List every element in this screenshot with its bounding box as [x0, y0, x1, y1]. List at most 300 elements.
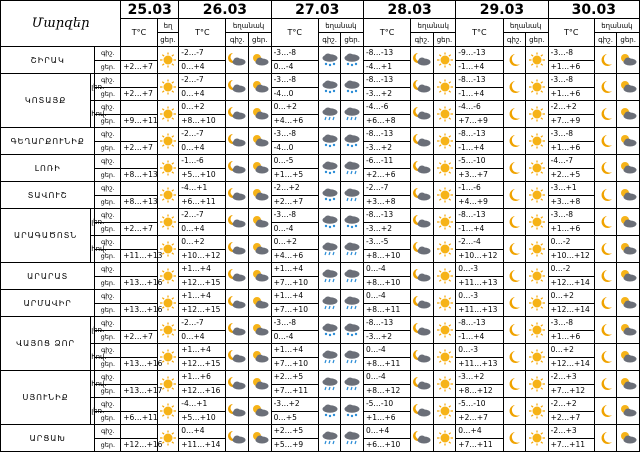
sun-cloud-icon: [249, 182, 272, 209]
temperature-cell: -6…-11: [363, 155, 410, 169]
time-of-day-label: գիշ.: [95, 182, 121, 196]
table-row: [1, 74, 640, 88]
temperature-cell: 0…+4: [179, 425, 226, 439]
temperature-cell: +8…+10: [179, 114, 226, 128]
temperature-cell: [121, 182, 158, 196]
moon-cloud-icon: [226, 236, 249, 263]
temperature-cell: -8…-13: [363, 47, 410, 61]
temperature-cell: -2…-7: [179, 209, 226, 223]
temperature-cell: -2…+2: [271, 182, 318, 196]
temp-header: T°C: [363, 19, 410, 47]
moon-icon: [503, 317, 526, 344]
day-header: ցեր.: [433, 33, 456, 47]
temperature-cell: -2…-4: [456, 236, 503, 250]
moon-icon: [594, 371, 617, 398]
temperature-cell: 0…+2: [271, 236, 318, 250]
temperature-cell: +2…+7: [121, 141, 158, 155]
night-header: գիշ.: [318, 33, 341, 47]
temperature-cell: -1…-6: [179, 155, 226, 169]
time-of-day-label: ցեր.: [95, 141, 121, 155]
sun-cloud-icon: [617, 209, 640, 236]
sun-cloud-icon: [249, 101, 272, 128]
temperature-cell: -2…+3: [548, 371, 594, 385]
sun-icon: [526, 398, 549, 425]
moon-icon: [594, 47, 617, 74]
sun-cloud-icon: [249, 290, 272, 317]
temperature-cell: [121, 209, 158, 223]
temperature-cell: -8…-13: [456, 209, 503, 223]
time-of-day-label: ցեր.: [95, 411, 121, 425]
sun-icon: [433, 263, 456, 290]
moon-icon: [594, 398, 617, 425]
date-header: 26.03: [179, 1, 271, 19]
sun-cloud-icon: [617, 74, 640, 101]
temperature-cell: [121, 236, 158, 250]
date-header: 25.03: [121, 1, 179, 19]
table-row: [1, 155, 640, 169]
table-row: [1, 425, 640, 439]
table-row: [1, 371, 640, 385]
temperature-cell: +1…+4: [271, 263, 318, 277]
weather-header: եղանակ: [411, 19, 456, 33]
time-of-day-label: գիշ.: [95, 371, 121, 385]
temperature-cell: +12…+15: [179, 303, 226, 317]
cloud-rain-icon: [341, 371, 364, 398]
temperature-cell: 0…-3: [456, 290, 503, 304]
date-header: 29.03: [456, 1, 548, 19]
region-name: ՏԱՎՈՒՇ: [1, 182, 95, 209]
day-header: ցեր.: [526, 33, 549, 47]
temperature-cell: 0…-4: [271, 330, 318, 344]
day-header: ցեր.: [157, 33, 178, 47]
sun-icon: [526, 263, 549, 290]
cloud-snow-icon: [318, 317, 341, 344]
temperature-cell: +8…+10: [363, 249, 410, 263]
cloud-snow-icon: [318, 398, 341, 425]
region-name: ԱՐԱՐԱՏ: [1, 263, 95, 290]
temperature-cell: +3…+8: [363, 195, 410, 209]
moon-cloud-icon: [226, 209, 249, 236]
cloud-snow-icon: [341, 47, 364, 74]
moon-cloud-icon: [411, 74, 434, 101]
temperature-cell: 0…-4: [363, 371, 410, 385]
moon-icon: [594, 74, 617, 101]
day-header: ցեր.: [617, 33, 640, 47]
temperature-cell: +1…+4: [179, 263, 226, 277]
region-subzone: հով.: [91, 101, 95, 128]
moon-icon: [503, 209, 526, 236]
temperature-cell: [121, 344, 158, 358]
temperature-cell: -3…-8: [548, 128, 594, 142]
temperature-cell: -5…-10: [456, 398, 503, 412]
temperature-cell: -3…-8: [271, 128, 318, 142]
sun-icon: [433, 398, 456, 425]
temperature-cell: -3…-8: [271, 47, 318, 61]
temperature-cell: +12…+15: [179, 357, 226, 371]
moon-cloud-icon: [226, 317, 249, 344]
sun-icon: [433, 317, 456, 344]
moon-icon: [503, 128, 526, 155]
temperature-cell: +7…+10: [271, 357, 318, 371]
temperature-cell: -1…+4: [456, 60, 503, 74]
temperature-cell: -3…-8: [548, 209, 594, 223]
temperature-cell: +10…+12: [548, 249, 594, 263]
date-header: 27.03: [271, 1, 363, 19]
temperature-cell: -3…+2: [271, 398, 318, 412]
table-row: [1, 236, 640, 250]
time-of-day-label: ցեր.: [95, 330, 121, 344]
moon-cloud-icon: [411, 290, 434, 317]
temperature-cell: -2…+2: [548, 398, 594, 412]
sun-icon: [433, 209, 456, 236]
cloud-snow-icon: [318, 74, 341, 101]
temperature-cell: +13…+16: [121, 303, 158, 317]
region-subzone: հով.: [91, 236, 95, 263]
night-header: գիշ.: [503, 33, 526, 47]
sun-icon: [157, 209, 178, 236]
temperature-cell: [121, 425, 158, 439]
temperature-cell: +7…+11: [548, 438, 594, 452]
moon-cloud-icon: [226, 47, 249, 74]
temp-header: T°C: [271, 19, 318, 47]
temperature-cell: -1…-6: [456, 182, 503, 196]
cloud-rain-icon: [341, 155, 364, 182]
sun-icon: [157, 128, 178, 155]
temperature-cell: -2…-7: [363, 182, 410, 196]
temperature-cell: -3…+2: [363, 141, 410, 155]
sun-cloud-icon: [617, 182, 640, 209]
sun-icon: [433, 128, 456, 155]
sun-icon: [526, 236, 549, 263]
temperature-cell: +10…+12: [179, 249, 226, 263]
cloud-rain-icon: [318, 236, 341, 263]
temperature-cell: [121, 263, 158, 277]
moon-icon: [503, 182, 526, 209]
temperature-cell: -3…+2: [363, 330, 410, 344]
temperature-cell: 0…+4: [179, 87, 226, 101]
region-name: ՇԻՐԱԿ: [1, 47, 95, 74]
moon-cloud-icon: [411, 398, 434, 425]
temperature-cell: +2…+7: [271, 195, 318, 209]
temperature-cell: -2…+2: [548, 101, 594, 115]
sun-icon: [433, 74, 456, 101]
cloud-snow-icon: [318, 47, 341, 74]
time-of-day-label: ցեր.: [95, 114, 121, 128]
temperature-cell: +8…+13: [121, 168, 158, 182]
region-subzone: հով.: [91, 344, 95, 371]
sun-icon: [433, 182, 456, 209]
temperature-cell: 0…+4: [179, 222, 226, 236]
moon-cloud-icon: [226, 155, 249, 182]
sun-cloud-icon: [617, 290, 640, 317]
temperature-cell: 0…+2: [548, 344, 594, 358]
temperature-cell: +7…+10: [271, 276, 318, 290]
moon-cloud-icon: [226, 344, 249, 371]
temperature-cell: +3…+7: [456, 168, 503, 182]
sun-icon: [433, 290, 456, 317]
sun-icon: [526, 317, 549, 344]
temperature-cell: +1…+5: [271, 168, 318, 182]
temperature-cell: +11…+13: [456, 357, 503, 371]
temperature-cell: -4…-7: [548, 155, 594, 169]
sun-icon: [526, 101, 549, 128]
temperature-cell: +4…+6: [271, 249, 318, 263]
temperature-cell: -9…-13: [456, 47, 503, 61]
time-of-day-label: ցեր.: [95, 222, 121, 236]
sun-cloud-icon: [617, 344, 640, 371]
temperature-cell: -1…+4: [456, 141, 503, 155]
temperature-cell: 0…-4: [363, 263, 410, 277]
cloud-snow-icon: [341, 74, 364, 101]
temperature-cell: -2…-7: [179, 47, 226, 61]
night-header: գիշ.: [411, 33, 434, 47]
moon-cloud-icon: [411, 128, 434, 155]
temperature-cell: [121, 317, 158, 331]
region-subzone: լեռ.: [91, 209, 95, 236]
temperature-cell: +12…+14: [548, 303, 594, 317]
temperature-cell: +11…+13: [456, 303, 503, 317]
moon-cloud-icon: [226, 128, 249, 155]
table-row: [1, 101, 640, 115]
weather-header: եղանակ: [318, 19, 363, 33]
cloud-rain-icon: [318, 290, 341, 317]
moon-icon: [594, 344, 617, 371]
cloud-snow-icon: [341, 398, 364, 425]
sun-icon: [433, 425, 456, 452]
temperature-cell: 0…-2: [548, 263, 594, 277]
temperature-cell: -8…-13: [363, 209, 410, 223]
time-of-day-label: ցեր.: [95, 60, 121, 74]
temperature-cell: +13…+16: [121, 276, 158, 290]
temperature-cell: -3…-8: [271, 209, 318, 223]
sun-cloud-icon: [249, 398, 272, 425]
region-name: ՎԱՅՈՑ ՁՈՐ: [1, 317, 91, 371]
date-header: 28.03: [363, 1, 455, 19]
temp-header: T°C: [548, 19, 594, 47]
sun-icon: [526, 371, 549, 398]
moon-icon: [503, 344, 526, 371]
time-of-day-label: գիշ.: [95, 236, 121, 250]
temperature-cell: +2…+7: [121, 87, 158, 101]
temperature-cell: +8…+10: [363, 276, 410, 290]
temperature-cell: 0…-4: [271, 60, 318, 74]
moon-cloud-icon: [226, 101, 249, 128]
temperature-cell: +2…+7: [121, 222, 158, 236]
temperature-cell: -4…0: [271, 141, 318, 155]
temperature-cell: +3…+8: [548, 195, 594, 209]
temperature-cell: +12…+14: [548, 276, 594, 290]
region-subzone: հով.: [91, 371, 95, 398]
region-name: ԱՐՄԱՎԻՐ: [1, 290, 95, 317]
temperature-cell: -3…-8: [271, 74, 318, 88]
moon-icon: [594, 101, 617, 128]
temperature-cell: -1…+4: [456, 222, 503, 236]
table-row: [1, 398, 640, 412]
sun-icon: [433, 236, 456, 263]
temperature-cell: 0…+4: [456, 425, 503, 439]
time-of-day-label: ցեր.: [95, 249, 121, 263]
region-name: ԳԵՂԱՐՔՈՒՆԻՔ: [1, 128, 95, 155]
time-of-day-label: ցեր.: [95, 303, 121, 317]
moon-cloud-icon: [411, 155, 434, 182]
moon-icon: [594, 263, 617, 290]
table-row: [1, 209, 640, 223]
moon-icon: [503, 236, 526, 263]
temperature-cell: +5…+9: [271, 438, 318, 452]
temperature-cell: +8…+13: [121, 195, 158, 209]
sun-cloud-icon: [617, 101, 640, 128]
temperature-cell: -2…-7: [179, 317, 226, 331]
cloud-rain-icon: [341, 425, 364, 452]
moon-cloud-icon: [226, 263, 249, 290]
temperature-cell: +2…+5: [548, 168, 594, 182]
moon-cloud-icon: [226, 290, 249, 317]
region-name: ԱՐԱԳԱԾՈՏՆ: [1, 209, 91, 263]
temperature-cell: -4…-6: [456, 101, 503, 115]
moon-cloud-icon: [411, 209, 434, 236]
temperature-cell: 0…+2: [179, 236, 226, 250]
time-of-day-label: ցեր.: [95, 195, 121, 209]
sun-cloud-icon: [617, 47, 640, 74]
day-header: ցեր.: [249, 33, 272, 47]
time-of-day-label: ցեր.: [95, 357, 121, 371]
table-row: [1, 47, 640, 61]
time-of-day-label: գիշ.: [95, 263, 121, 277]
time-of-day-label: գիշ.: [95, 101, 121, 115]
cloud-rain-icon: [318, 425, 341, 452]
temperature-cell: +6…+8: [363, 114, 410, 128]
sun-cloud-icon: [617, 398, 640, 425]
temperature-cell: [121, 398, 158, 412]
cloud-rain-icon: [341, 290, 364, 317]
temperature-cell: +1…+6: [548, 330, 594, 344]
moon-icon: [503, 155, 526, 182]
temperature-cell: +9…+11: [121, 114, 158, 128]
temperature-cell: -2…-7: [179, 74, 226, 88]
moon-cloud-icon: [226, 425, 249, 452]
temperature-cell: +2…+5: [271, 371, 318, 385]
temperature-cell: -3…-8: [548, 74, 594, 88]
sun-cloud-icon: [249, 344, 272, 371]
temperature-cell: 0…-2: [548, 236, 594, 250]
cloud-rain-icon: [318, 371, 341, 398]
region-name: ՍՅՈՒՆԻՔ: [1, 371, 91, 425]
temperature-cell: -8…-13: [456, 128, 503, 142]
moon-cloud-icon: [411, 317, 434, 344]
cloud-snow-icon: [318, 209, 341, 236]
temperature-cell: -1…+4: [456, 330, 503, 344]
temperature-cell: +2…+5: [271, 425, 318, 439]
temperature-cell: +1…+4: [271, 344, 318, 358]
sun-cloud-icon: [249, 155, 272, 182]
temperature-cell: -3…-8: [548, 317, 594, 331]
temperature-cell: +1…+6: [548, 141, 594, 155]
temperature-cell: [121, 371, 158, 385]
region-subzone: լեռ.: [91, 317, 95, 344]
temperature-cell: -5…-10: [456, 155, 503, 169]
sun-icon: [433, 101, 456, 128]
weather-header: եղանակ: [503, 19, 548, 33]
sun-cloud-icon: [249, 263, 272, 290]
sun-cloud-icon: [249, 74, 272, 101]
temperature-cell: -5…-10: [363, 398, 410, 412]
temperature-cell: 0…+4: [179, 141, 226, 155]
temperature-cell: +1…+6: [363, 411, 410, 425]
time-of-day-label: գիշ.: [95, 128, 121, 142]
temperature-cell: +2…+7: [456, 411, 503, 425]
temperature-cell: +6…+11: [121, 411, 158, 425]
temperature-cell: -8…-13: [363, 317, 410, 331]
temperature-cell: 0…-5: [271, 155, 318, 169]
temperature-cell: +11…+13: [121, 249, 158, 263]
table-row: [1, 344, 640, 358]
sun-icon: [526, 290, 549, 317]
sun-icon: [526, 209, 549, 236]
sun-icon: [526, 128, 549, 155]
table-row: [1, 263, 640, 277]
sun-cloud-icon: [617, 263, 640, 290]
temperature-cell: -3…+2: [363, 222, 410, 236]
moon-cloud-icon: [226, 398, 249, 425]
moon-icon: [594, 317, 617, 344]
temp-header: T°C: [179, 19, 226, 47]
moon-cloud-icon: [411, 101, 434, 128]
sun-icon: [526, 425, 549, 452]
temperature-cell: +7…+9: [456, 114, 503, 128]
sun-cloud-icon: [617, 155, 640, 182]
cloud-snow-icon: [318, 182, 341, 209]
temperature-cell: +1…+6: [548, 60, 594, 74]
moon-cloud-icon: [411, 182, 434, 209]
moon-icon: [503, 47, 526, 74]
temperature-cell: +5…+10: [179, 168, 226, 182]
sun-icon: [433, 155, 456, 182]
sun-icon: [526, 344, 549, 371]
cloud-snow-icon: [318, 155, 341, 182]
cloud-rain-icon: [341, 182, 364, 209]
moon-icon: [503, 74, 526, 101]
moon-icon: [503, 101, 526, 128]
temperature-cell: -2…+3: [548, 425, 594, 439]
time-of-day-label: ցեր.: [95, 384, 121, 398]
sun-cloud-icon: [249, 236, 272, 263]
temperature-cell: +1…+4: [271, 290, 318, 304]
cloud-rain-icon: [341, 101, 364, 128]
temperature-cell: +8…+11: [363, 357, 410, 371]
temperature-cell: +1…+6: [548, 87, 594, 101]
sun-icon: [433, 47, 456, 74]
temperature-cell: +11…+14: [179, 438, 226, 452]
temperature-cell: +7…+9: [548, 114, 594, 128]
temperature-cell: [121, 101, 158, 115]
moon-icon: [594, 128, 617, 155]
temperature-cell: +7…+10: [271, 303, 318, 317]
date-header: 30.03: [548, 1, 639, 19]
temperature-cell: -3…+2: [363, 87, 410, 101]
time-of-day-label: ցեր.: [95, 276, 121, 290]
temperature-cell: +1…+6: [179, 371, 226, 385]
sun-cloud-icon: [249, 128, 272, 155]
moon-icon: [594, 209, 617, 236]
temperature-cell: 0…+2: [271, 101, 318, 115]
moon-cloud-icon: [226, 182, 249, 209]
time-of-day-label: գիշ.: [95, 290, 121, 304]
temperature-cell: +6…+10: [363, 438, 410, 452]
cloud-snow-icon: [318, 128, 341, 155]
day-header: ցեր.: [341, 33, 364, 47]
moon-cloud-icon: [226, 371, 249, 398]
table-row: [1, 128, 640, 142]
